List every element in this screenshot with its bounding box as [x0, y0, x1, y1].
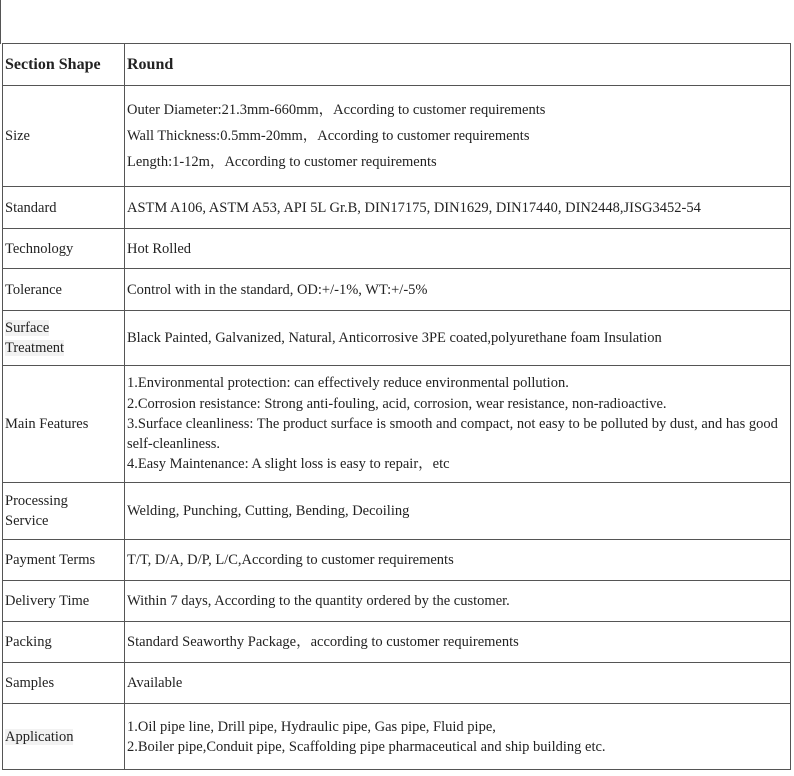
- row-value-payment-terms: T/T, D/A, D/P, L/C,According to customer requirements: [125, 540, 791, 581]
- feature-line: 3.Surface cleanliness: The product surface is smooth and compact, not easy to be polluted by dust, and has good self-cleanliness.: [127, 416, 778, 453]
- row-value-surface-treatment: Black Painted, Galvanized, Natural, Anticorrosive 3PE coated,polyurethane foam Insulation: [125, 311, 791, 366]
- row-label-surface-treatment: [3, 311, 125, 366]
- label-line: Service: [5, 513, 49, 529]
- row-value-size: [125, 86, 791, 187]
- table-row: [3, 622, 791, 663]
- table-row: [3, 366, 791, 483]
- table-row: [3, 581, 791, 622]
- application-line: 1.Oil pipe line, Drill pipe, Hydraulic pipe, Gas pipe, Fluid pipe,: [127, 718, 496, 735]
- row-label-application: [3, 704, 125, 770]
- row-value-processing-service: Welding, Punching, Cutting, Bending, Decoiling: [125, 483, 791, 540]
- row-label-payment-terms: Payment Terms: [3, 540, 125, 581]
- row-label-packing: Packing: [3, 622, 125, 663]
- row-label-technology: Technology: [3, 229, 125, 269]
- label-line: Surface: [5, 320, 50, 336]
- label-line: Processing: [5, 493, 68, 509]
- top-strip: [0, 0, 794, 44]
- row-label-tolerance: Tolerance: [3, 269, 125, 311]
- row-label-main-features: Main Features: [3, 366, 125, 483]
- row-label-processing-service: [3, 483, 125, 540]
- table-row: [3, 311, 791, 366]
- table-row: [3, 704, 791, 770]
- row-label-standard: Standard: [3, 187, 125, 229]
- row-value-main-features: [125, 366, 791, 483]
- table-row: [3, 86, 791, 187]
- label-line: Treatment: [5, 340, 65, 356]
- row-value-packing: Standard Seaworthy Package，according to customer requirements: [125, 622, 791, 663]
- row-label-size: Size: [3, 86, 125, 187]
- feature-line: 1.Environmental protection: can effectively reduce environmental pollution.: [127, 375, 569, 392]
- table-row: [3, 187, 791, 229]
- size-line: Wall Thickness:0.5mm-20mm，According to customer requirements: [127, 128, 530, 144]
- row-value-delivery-time: Within 7 days, According to the quantity ordered by the customer.: [125, 581, 791, 622]
- table-row: [3, 229, 791, 269]
- row-label-samples: Samples: [3, 663, 125, 704]
- row-value-standard: ASTM A106, ASTM A53, API 5L Gr.B, DIN17175, DIN1629, DIN17440, DIN2448,JISG3452-54: [125, 187, 791, 229]
- table-row: [3, 663, 791, 704]
- label-line: Application: [5, 728, 74, 745]
- table-row: [3, 269, 791, 311]
- feature-line: 4.Easy Maintenance: A slight loss is easy to repair，etc: [127, 456, 450, 473]
- row-label-delivery-time: Delivery Time: [3, 581, 125, 622]
- table-row: [3, 483, 791, 540]
- spec-table: [2, 43, 791, 770]
- row-value-technology: Hot Rolled: [125, 229, 791, 269]
- row-value-section-shape: Round: [125, 44, 791, 86]
- table-row: [3, 44, 791, 86]
- feature-line: 2.Corrosion resistance: Strong anti-fouling, acid, corrosion, wear resistance, non-radioactive.: [127, 395, 667, 412]
- row-value-samples: Available: [125, 663, 791, 704]
- size-line: Length:1-12m，According to customer requirements: [127, 154, 437, 170]
- row-value-application: [125, 704, 791, 770]
- row-label-section-shape: Section Shape: [3, 44, 125, 86]
- row-value-tolerance: Control with in the standard, OD:+/-1%, WT:+/-5%: [125, 269, 791, 311]
- table-row: [3, 540, 791, 581]
- size-line: Outer Diameter:21.3mm-660mm，According to customer requirements: [127, 102, 546, 118]
- application-line: 2.Boiler pipe,Conduit pipe, Scaffolding pipe pharmaceutical and ship building etc.: [127, 738, 606, 755]
